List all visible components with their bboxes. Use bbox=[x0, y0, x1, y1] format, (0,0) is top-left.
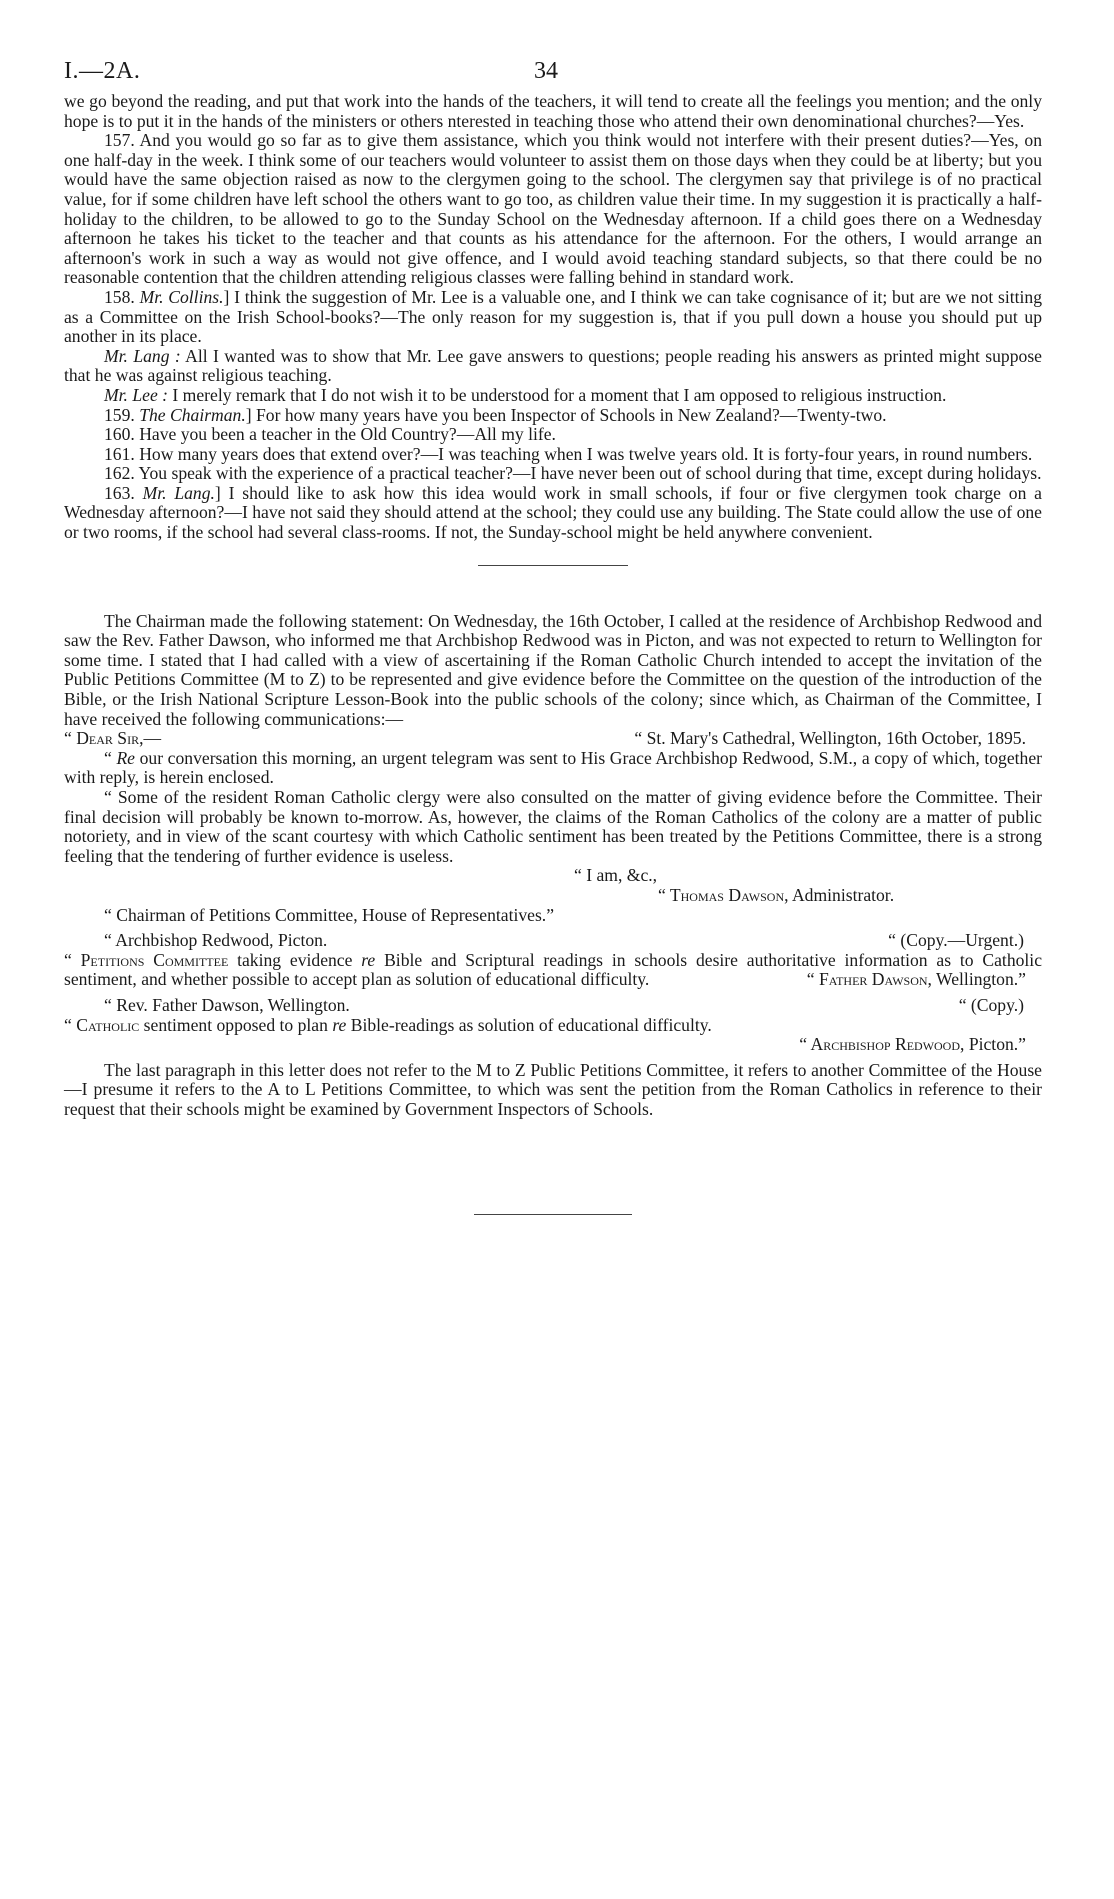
letter-paragraph-2: “ Some of the resident Roman Catholic clergy were also consulted on the matter of giving evidence before the Committee. Their final decision will probably be known to-morrow. As, however, the claims of the Roman Catholics of the colony are a matter of public notoriety, and in view of the scant courtesy with which Catholic sentiment has been treated by the Petitions Committee, there is a strong feeling that the tendering of further evidence is useless. bbox=[64, 787, 1042, 866]
telegram-2-body: “ Catholic sentiment opposed to plan re Bible-readings as solution of educational difficulty. bbox=[64, 1014, 712, 1035]
speaker-name: The Chairman. bbox=[139, 404, 246, 425]
letter-re-word: Re bbox=[116, 747, 135, 768]
telegram-1-signature: “ Father Dawson, Wellington.” bbox=[806, 969, 1026, 990]
telegram-1-recipient: “ Archbishop Redwood, Picton. bbox=[104, 930, 328, 951]
remark-mr-lang bbox=[64, 347, 1042, 386]
question-157: 157. And you would go so far as to give them assistance, which you think would not interfere with their present duties?—Yes, on one half-day in the week. I think some of our teachers would volunteer to assist them on those days when they could be at liberty; but you would have the same objection raised as now to the clergymen going to the school. The clergymen say that privilege is of no practical value, for if some children have left school the others want to go too, as children value their time. In my suggestion it is practically a half-holiday to the children, to be allowed to go to the Sunday School on the Wednesday afternoon. If a child goes there on a Wednesday afternoon he takes his ticket to the teacher and that counts as his attendance for the afternoon. For the others, I would arrange an afternoon's work in such a way as would not give offence, and I would avoid teaching standard subjects, so that there could be no reasonable contention that the children attending religious classes were falling behind in standard work. bbox=[64, 130, 1042, 288]
telegram-1-heading bbox=[64, 931, 1042, 951]
question-161: 161. How many years does that extend over?—I was teaching when I was twelve years old. It is forty-four years, in round numbers. bbox=[104, 443, 1033, 464]
question-158 bbox=[64, 288, 1042, 347]
letter-salutation: “ Dear Sir,— bbox=[64, 728, 162, 749]
remark-text: All I wanted was to show that Mr. Lee gave answers to questions; people reading his answers as printed might suppose that he was against religious teaching. bbox=[64, 345, 1042, 386]
remark-mr-lee bbox=[64, 386, 1042, 406]
letter-address: “ St. Mary's Cathedral, Wellington, 16th October, 1895. bbox=[634, 728, 1026, 749]
letter-paragraph-1: “ Re our conversation this morning, an urgent telegram was sent to His Grace Archbishop Redwood, S.M., a copy of which, together with reply, is herein enclosed. bbox=[64, 747, 1042, 788]
end-divider bbox=[474, 1214, 632, 1215]
question-text: ] I think the suggestion of Mr. Lee is a valuable one, and I think we can take cognisance of it; but are we not sitting as a Committee on the Irish School-books?—The only reason for my suggestion is, that if you pull down a house you should put up another in its place. bbox=[64, 286, 1042, 347]
question-number: 159. bbox=[104, 404, 135, 425]
letter-signature: “ Thomas Dawson, Administrator. bbox=[658, 884, 895, 905]
question-160: 160. Have you been a teacher in the Old Country?—All my life. bbox=[104, 424, 556, 445]
question-162: 162. You speak with the experience of a practical teacher?—I have never been out of school during that time, except during holidays. bbox=[104, 463, 1042, 484]
speaker-name: Mr. Collins. bbox=[139, 286, 224, 307]
telegram-1-body: “ Petitions Committee taking evidence re Bible and Scriptural readings in schools desire authoritative information as to Catholic sentiment, and whether possible to accept plan as solution of educational difficulty. bbox=[64, 949, 1042, 990]
telegram-2-label: “ (Copy.) bbox=[958, 994, 1024, 1015]
speaker-name: Mr. Lee : bbox=[104, 384, 169, 405]
page-number: 34 bbox=[534, 58, 558, 84]
telegram-2-recipient: “ Rev. Father Dawson, Wellington. bbox=[104, 994, 350, 1015]
telegram-2-signature: “ Archbishop Redwood, Picton.” bbox=[799, 1034, 1026, 1055]
page-header bbox=[64, 58, 1042, 92]
letter-addressee: “ Chairman of Petitions Committee, House of Representatives.” bbox=[104, 904, 555, 925]
chairman-statement: The Chairman made the following statement: On Wednesday, the 16th October, I called at the residence of Archbishop Redwood and saw the Rev. Father Dawson, who informed me that Archbishop Redwood was in Picton, and was not expected to return to Wellington for some time. I stated that I had called with a view of ascertaining if the Roman Catholic Church intended to accept the invitation of the Public Petitions Committee (M to Z) to be represented and give evidence before the Committee on the question of the introduction of the Bible, or the Irish National Scripture Lesson-Book into the public schools of the colony; since which, as Chairman of the Committee, I have received the following communications:— bbox=[64, 610, 1042, 729]
letter-closing: “ I am, &c., bbox=[574, 865, 658, 886]
paper-reference: I.—2A. bbox=[64, 58, 141, 84]
remark-text: I merely remark that I do not wish it to be understood for a moment that I am opposed to religious instruction. bbox=[168, 384, 947, 405]
closing-paragraph: The last paragraph in this letter does not refer to the M to Z Public Petitions Committee, it refers to another Committee of the House—I presume it refers to the A to L Petitions Committee, to which was sent the petition from the Roman Catholics in reference to their request that their schools might be examined by Government Inspectors of Schools. bbox=[64, 1059, 1042, 1119]
chairman-statement-section bbox=[64, 612, 1042, 1120]
question-text: ] For how many years have you been Inspector of Schools in New Zealand?—Twenty-two. bbox=[245, 404, 887, 425]
question-text: ] I should like to ask how this idea would work in small schools, if four or five clergymen took charge on a Wednesday afternoon?—I have not said they should attend at the school; they could use any building. The State could allow the use of one or two rooms, if the school had several class-rooms. If not, the Sunday-school might be held anywhere convenient. bbox=[64, 482, 1042, 543]
telegram-2-heading bbox=[64, 996, 1042, 1016]
speaker-name: Mr. Lang. bbox=[142, 482, 215, 503]
document-page bbox=[64, 58, 1042, 1215]
section-divider bbox=[478, 565, 628, 566]
continuation-paragraph: we go beyond the reading, and put that work into the hands of the teachers, it will tend to create all the feelings you mention; and the only hope is to put it in the hands of the ministers or others nterested in teaching those who attend their own denominational churches?—Yes. bbox=[64, 91, 1042, 131]
telegram-1-label: “ (Copy.—Urgent.) bbox=[888, 930, 1024, 951]
testimony-section bbox=[64, 92, 1042, 543]
question-159 bbox=[64, 406, 1042, 426]
question-number: 163. bbox=[104, 482, 135, 503]
letter-heading-row bbox=[64, 729, 1042, 749]
question-number: 158. bbox=[104, 286, 135, 307]
speaker-name: Mr. Lang : bbox=[104, 345, 181, 366]
question-163 bbox=[64, 484, 1042, 543]
